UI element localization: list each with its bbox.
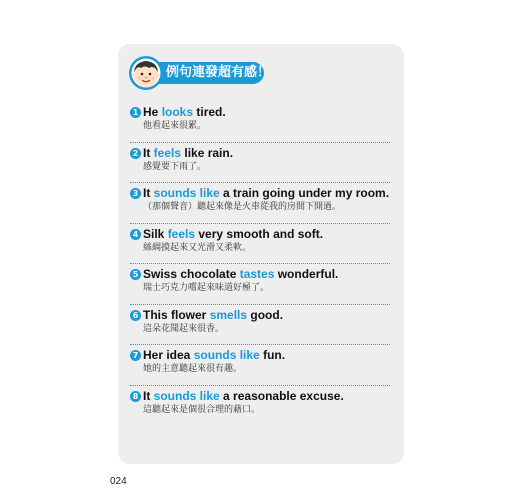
highlighted-verb: sounds like — [193, 348, 260, 362]
example-item-2 — [130, 143, 390, 184]
example-sentence — [130, 227, 390, 242]
translation: 瑞士巧克力嚐起來味道好極了。 — [143, 283, 270, 293]
example-sentence — [130, 348, 390, 363]
highlighted-verb: sounds like — [153, 388, 220, 403]
sentence-text: wonderful. — [274, 267, 339, 281]
sentence-text: very smooth and soft. — [195, 226, 324, 241]
sentence-text: He — [143, 105, 162, 119]
translation: 她的主意聽起來很有趣。 — [143, 364, 243, 374]
sentence-text: good. — [247, 307, 284, 322]
translation: （那個聲音）聽起來像是火車從我的房間下開過。 — [143, 202, 342, 212]
boy-face-icon — [128, 54, 164, 92]
highlighted-verb: sounds like — [153, 186, 220, 200]
highlighted-verb: tastes — [239, 267, 275, 281]
example-sentence — [130, 105, 390, 120]
sentence-text: It — [143, 145, 154, 160]
number-badge: 8 — [130, 391, 141, 402]
number-badge: 3 — [130, 188, 141, 199]
sentence-text: It — [143, 186, 154, 200]
example-list — [130, 102, 390, 426]
sentence-text: fun. — [259, 348, 286, 362]
sentence-text: It — [143, 388, 154, 403]
example-sentence — [130, 267, 390, 282]
translation: 他看起來很累。 — [143, 121, 207, 131]
page-number: 024 — [110, 476, 127, 487]
example-item-3 — [130, 183, 390, 224]
highlighted-verb: smells — [209, 307, 248, 322]
example-item-1 — [130, 102, 390, 143]
sentence-text: This flower — [143, 307, 210, 322]
sentence-text: a train going under my room. — [219, 186, 390, 200]
sentence-text: Her idea — [143, 348, 194, 362]
highlighted-verb: looks — [161, 105, 194, 119]
number-badge: 5 — [130, 269, 141, 280]
example-sentence — [130, 186, 390, 201]
example-item-4 — [130, 224, 390, 265]
example-card — [118, 44, 404, 464]
translation: 這朵花聞起來很香。 — [143, 323, 225, 334]
number-badge: 6 — [130, 310, 141, 321]
translation: 絲綢摸起來又光滑又柔軟。 — [143, 242, 252, 253]
example-sentence — [130, 308, 390, 323]
sentence-text: tired. — [193, 105, 226, 119]
number-badge: 2 — [130, 148, 141, 159]
example-sentence — [130, 389, 390, 404]
example-item-7 — [130, 345, 390, 386]
sentence-text: Silk — [143, 226, 168, 241]
sentence-text: a reasonable excuse. — [219, 388, 344, 403]
number-badge: 4 — [130, 229, 141, 240]
example-item-6 — [130, 305, 390, 346]
example-sentence — [130, 146, 390, 161]
header-title: 例句連發超有感！ — [146, 62, 264, 84]
sentence-text: Swiss chocolate — [143, 267, 240, 281]
sentence-text: like rain. — [181, 145, 234, 160]
highlighted-verb: feels — [167, 226, 196, 241]
translation: 這聽起來是個很合理的藉口。 — [143, 404, 261, 415]
number-badge: 7 — [130, 350, 141, 361]
example-item-5 — [130, 264, 390, 305]
number-badge: 1 — [130, 107, 141, 118]
translation: 感覺要下雨了。 — [143, 161, 207, 172]
example-item-8 — [130, 386, 390, 427]
highlighted-verb: feels — [153, 145, 182, 160]
